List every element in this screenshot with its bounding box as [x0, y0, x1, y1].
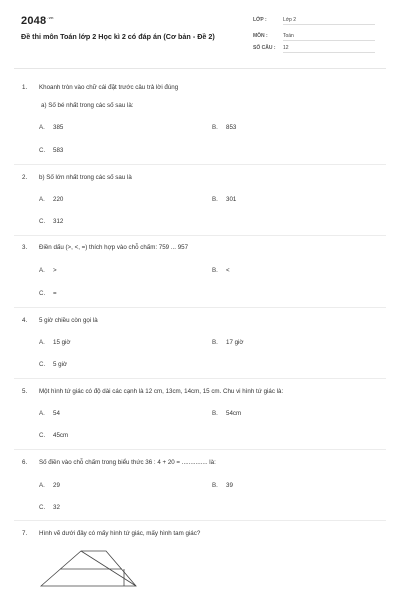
meta-value: Toán: [283, 33, 375, 41]
page-title: Đề thi môn Toán lớp 2 Học kì 2 có đáp án (Cơ bản - Đề 2): [21, 32, 215, 41]
question-divider: [14, 307, 386, 308]
option-value: 29: [53, 482, 60, 489]
meta-key: LỚP :: [253, 17, 267, 23]
option-value: 54: [53, 410, 60, 417]
question-number: 6.: [22, 459, 28, 466]
option-value: 853: [226, 124, 237, 131]
option-letter: B.: [212, 196, 218, 203]
site-logo[interactable]: [21, 15, 54, 27]
option-letter: B.: [212, 410, 218, 417]
option-b[interactable]: [212, 196, 236, 203]
option-value: 301: [226, 196, 237, 203]
option-b[interactable]: [212, 124, 236, 131]
option-value: 583: [53, 147, 64, 154]
option-c[interactable]: [39, 290, 57, 297]
option-value: 312: [53, 218, 64, 225]
option-letter: B.: [212, 267, 218, 274]
option-value: 39: [226, 482, 233, 489]
question-divider: [14, 378, 386, 379]
option-value: 220: [53, 196, 64, 203]
question-divider: [14, 520, 386, 521]
question-divider: [14, 235, 386, 236]
header: [0, 0, 400, 64]
meta-key: SỐ CÂU :: [253, 45, 276, 51]
question-number: 7.: [22, 530, 28, 537]
option-letter: A.: [39, 267, 45, 274]
option-letter: B.: [212, 339, 218, 346]
option-letter: A.: [39, 410, 45, 417]
option-c[interactable]: [39, 361, 67, 368]
option-letter: C.: [39, 218, 46, 225]
geometry-figure: [36, 546, 146, 592]
question-number: 4.: [22, 317, 28, 324]
option-letter: B.: [212, 124, 218, 131]
question-divider: [14, 449, 386, 450]
figure-diagonal: [81, 551, 136, 586]
meta-key: MÔN :: [253, 33, 268, 39]
question-text: b) Số lớn nhất trong các số sau là: [39, 174, 132, 181]
option-letter: C.: [39, 147, 46, 154]
option-letter: A.: [39, 339, 45, 346]
option-c[interactable]: [39, 218, 63, 225]
option-value: >: [53, 267, 57, 274]
question-text: Một hình tứ giác có độ dài các cạnh là 12 cm, 13cm, 14cm, 15 cm. Chu vi hình tứ giác là:: [39, 388, 284, 395]
option-value: 5 giờ: [53, 361, 68, 368]
question-number: 2.: [22, 174, 28, 181]
option-value: 385: [53, 124, 64, 131]
option-a[interactable]: [39, 339, 70, 346]
question-number: 5.: [22, 388, 28, 395]
option-value: <: [226, 267, 230, 274]
option-c[interactable]: [39, 432, 68, 439]
option-letter: B.: [212, 482, 218, 489]
option-a[interactable]: [39, 410, 60, 417]
option-value: =: [53, 290, 57, 297]
question-number: 3.: [22, 244, 28, 251]
option-a[interactable]: [39, 124, 63, 131]
meta-value: Lớp 2: [283, 17, 375, 25]
question-text: Hình vẽ dưới đây có mấy hình tứ giác, mấy hình tam giác?: [39, 530, 201, 537]
question-text: 5 giờ chiều còn gọi là: [39, 317, 98, 324]
option-letter: C.: [39, 290, 46, 297]
logo-text: 2048: [21, 15, 47, 27]
option-b[interactable]: [212, 482, 233, 489]
option-letter: C.: [39, 361, 46, 368]
question-divider: [14, 164, 386, 165]
question-text: Điền dấu (>, <, =) thích hợp vào chỗ chấm: 759 ... 957: [39, 244, 189, 251]
option-a[interactable]: [39, 482, 60, 489]
option-letter: C.: [39, 504, 46, 511]
option-a[interactable]: [39, 196, 63, 203]
option-letter: A.: [39, 482, 45, 489]
header-divider: [14, 68, 386, 69]
option-value: 54cm: [226, 410, 242, 417]
option-value: 32: [53, 504, 60, 511]
option-letter: A.: [39, 196, 45, 203]
question-subtext: a) Số bé nhất trong các số sau là:: [41, 102, 134, 109]
meta-value: 12: [283, 45, 375, 53]
option-c[interactable]: [39, 504, 60, 511]
logo-suffix: .vn: [47, 15, 54, 20]
option-letter: C.: [39, 432, 46, 439]
option-value: 45cm: [53, 432, 69, 439]
option-b[interactable]: [212, 267, 230, 274]
question-text: Khoanh tròn vào chữ cái đặt trước câu trả lời đúng: [39, 84, 179, 91]
option-value: 15 giờ: [53, 339, 71, 346]
question-number: 1.: [22, 84, 28, 91]
option-c[interactable]: [39, 147, 63, 154]
option-value: 17 giờ: [226, 339, 244, 346]
figure-trapezoid: [41, 551, 136, 586]
option-b[interactable]: [212, 410, 241, 417]
option-letter: A.: [39, 124, 45, 131]
option-b[interactable]: [212, 339, 243, 346]
option-a[interactable]: [39, 267, 57, 274]
question-text: Số điền vào chỗ chấm trong biểu thức 36 : 4 + 20 = ............... là:: [39, 459, 216, 466]
